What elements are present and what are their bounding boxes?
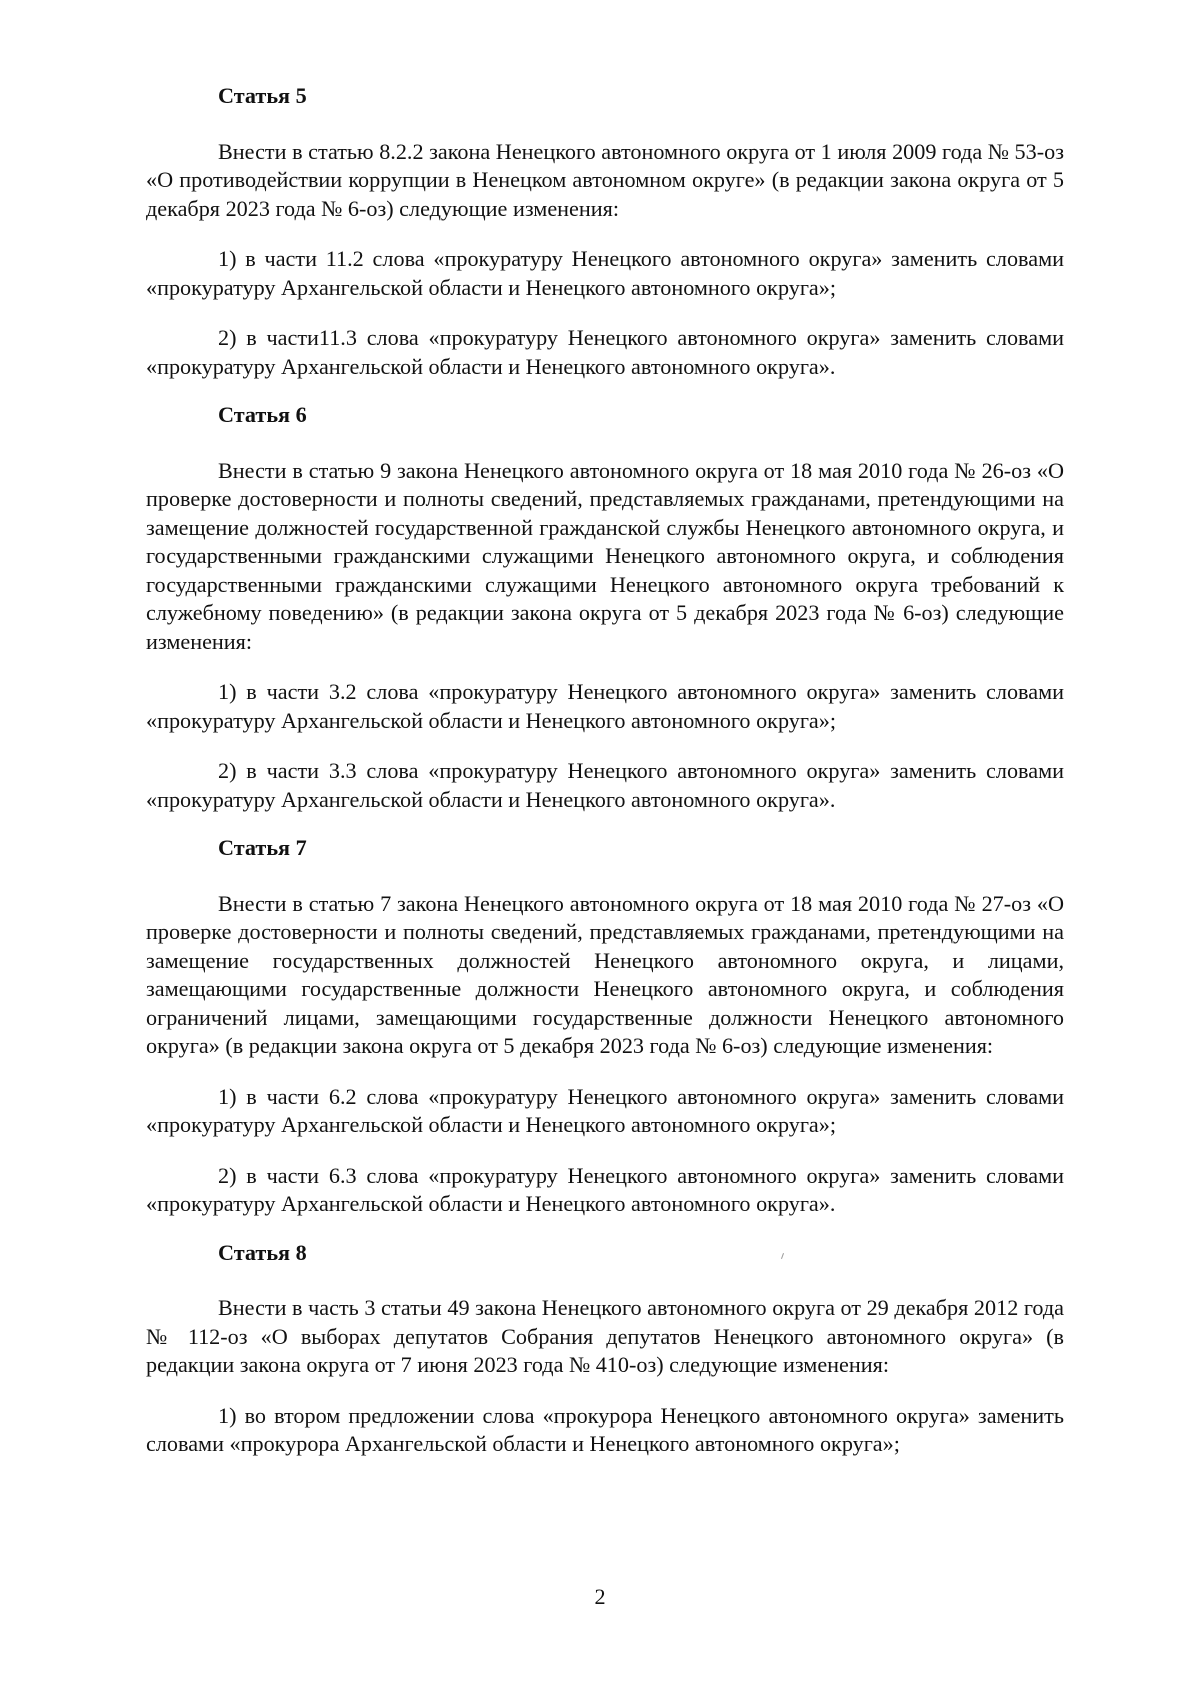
article-paragraph: 1) во втором предложении слова «прокурора Ненецкого автономного округа» заменить словами «прокурора Архангельской области и Ненецкого автономного округа»;: [146, 1402, 1064, 1456]
article-heading: Статья 8: [218, 1239, 307, 1265]
article-paragraph: 2) в части 6.3 слова «прокуратуру Ненецкого автономного округа» заменить словами «прокуратуру Архангельской области и Ненецкого автономного округа».: [146, 1162, 1064, 1216]
article-paragraph: 2) в части11.3 слова «прокуратуру Ненецкого автономного округа» заменить словами «прокуратуру Архангельской области и Ненецкого автономного округа».: [146, 325, 1064, 379]
article-8: [146, 1239, 1064, 1459]
article-paragraph: 1) в части 11.2 слова «прокуратуру Ненецкого автономного округа» заменить словами «прокуратуру Архангельской области и Ненецкого автономного округа»;: [146, 246, 1064, 300]
article-7: [146, 834, 1064, 1219]
article-paragraph: Внести в статью 8.2.2 закона Ненецкого автономного округа от 1 июля 2009 года № 53-оз «О противодействии коррупции в Ненецком автономном округе» (в редакции закона округа от 5 декабря 2023 года № 6-оз) следующие изменения:: [146, 138, 1064, 221]
article-heading: Статья 6: [218, 402, 307, 427]
document-body: [146, 82, 1064, 1459]
page-number: 2: [594, 1584, 606, 1609]
article-5: [146, 82, 1064, 381]
article-paragraph: Внести в статью 7 закона Ненецкого автономного округа от 18 мая 2010 года № 27-оз «О проверке достоверности и полноты сведений, представляемых гражданами, претендующими на замещение государственных должностей Ненецкого автономного округа, и лицами, замещающими государственные должности Ненецкого автономного округа, и соблюдения ограничений лицами, замещающими государственные должности Ненецкого автономного округа» (в редакции закона округа от 5 декабря 2023 года № 6-оз) следующие изменения:: [146, 890, 1064, 1058]
article-paragraph: 1) в части 3.2 слова «прокуратуру Ненецкого автономного округа» заменить словами «прокуратуру Архангельской области и Ненецкого автономного округа»;: [146, 679, 1064, 733]
article-heading: Статья 7: [218, 835, 307, 860]
article-heading: Статья 5: [218, 83, 307, 108]
article-paragraph: Внести в часть 3 статьи 49 закона Ненецкого автономного округа от 29 декабря 2012 года № 112-оз «О выборах депутатов Собрания депутатов Ненецкого автономного округа» (в редакции закона округа от 7 июня 2023 года № 410-оз) следующие изменения:: [146, 1295, 1064, 1377]
article-paragraph: Внести в статью 9 закона Ненецкого автономного округа от 18 мая 2010 года № 26-оз «О проверке достоверности и полноты сведений, представляемых гражданами, претендующими на замещение должностей государственной гражданской службы Ненецкого автономного округа, и государственными гражданскими служащими Ненецкого автономного округа, и соблюдения государственными гражданскими служащими Ненецкого автономного округа требований к служебному поведению» (в редакции закона округа от 5 декабря 2023 года № 6-оз) следующие изменения:: [146, 457, 1064, 654]
article-paragraph: 2) в части 3.3 слова «прокуратуру Ненецкого автономного округа» заменить словами «прокуратуру Архангельской области и Ненецкого автономного округа».: [146, 758, 1064, 812]
article-paragraph: 1) в части 6.2 слова «прокуратуру Ненецкого автономного округа» заменить словами «прокуратуру Архангельской области и Ненецкого автономного округа»;: [146, 1083, 1064, 1137]
article-6: [146, 401, 1064, 814]
